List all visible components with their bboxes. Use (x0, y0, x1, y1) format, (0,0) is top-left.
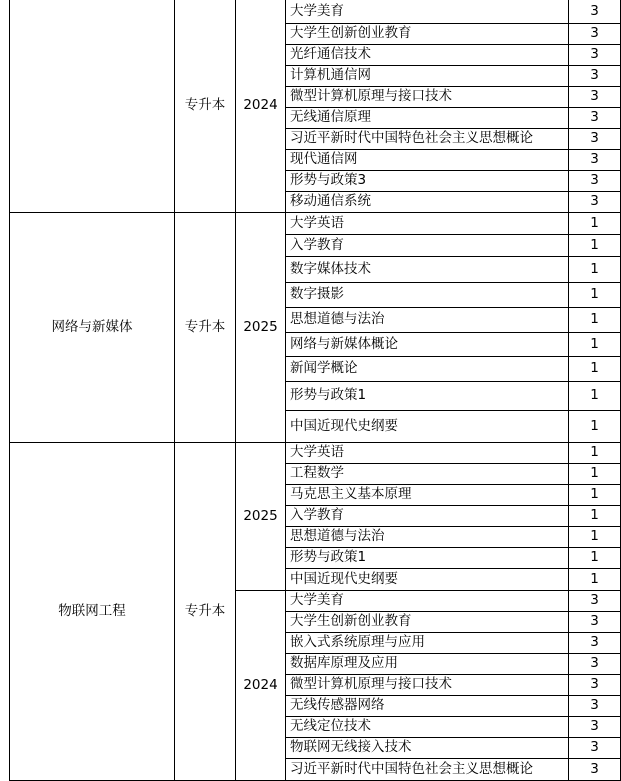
course-name: 计算机通信网 (290, 67, 371, 84)
row-line (285, 590, 621, 591)
course-credit: 1 (590, 444, 599, 461)
row-line (285, 653, 621, 654)
row-line (285, 44, 621, 45)
course-credit: 3 (590, 613, 599, 630)
course-credit: 3 (590, 655, 599, 672)
course-name: 工程数学 (290, 465, 344, 482)
course-name: 习近平新时代中国特色社会主义思想概论 (290, 130, 533, 147)
row-line (285, 381, 621, 382)
course-name: 形势与政策1 (290, 387, 367, 404)
row-line (285, 107, 621, 108)
course-name: 大学美育 (290, 2, 344, 19)
course-credit: 3 (590, 676, 599, 693)
row-line (285, 674, 621, 675)
row-line (285, 632, 621, 633)
course-name: 中国近现代史纲要 (290, 570, 398, 587)
course-name: 思想道德与法治 (290, 528, 385, 545)
course-name: 数字媒体技术 (290, 260, 371, 277)
course-credit: 3 (590, 172, 599, 189)
course-name: 习近平新时代中国特色社会主义思想概论 (290, 761, 533, 778)
course-name: 现代通信网 (290, 151, 358, 168)
course-credit: 3 (590, 46, 599, 63)
course-name: 大学美育 (290, 592, 344, 609)
row-line (285, 86, 621, 87)
row-line (285, 505, 621, 506)
row-line (285, 128, 621, 129)
row-line (285, 191, 621, 192)
course-credit: 1 (590, 549, 599, 566)
course-credit: 1 (590, 360, 599, 377)
course-credit: 3 (590, 109, 599, 126)
major-cell: 网络与新媒体 (51, 318, 133, 335)
course-credit: 1 (590, 214, 599, 231)
course-name: 大学生创新创业教育 (290, 25, 412, 42)
row-line (285, 611, 621, 612)
year-cell: 2025 (243, 507, 278, 524)
row-line (285, 170, 621, 171)
course-credit: 1 (590, 417, 599, 434)
course-credit: 1 (590, 311, 599, 328)
row-line (285, 332, 621, 333)
course-name: 大学生创新创业教育 (290, 613, 412, 630)
course-credit: 3 (590, 67, 599, 84)
course-credit: 1 (590, 486, 599, 503)
course-name: 入学教育 (290, 507, 344, 524)
course-credit: 1 (590, 507, 599, 524)
course-name: 光纤通信技术 (290, 46, 371, 63)
row-line (285, 442, 621, 443)
course-credit: 3 (590, 739, 599, 756)
level-cell: 专升本 (184, 318, 226, 335)
course-credit: 3 (590, 592, 599, 609)
course-credit: 1 (590, 286, 599, 303)
row-line (285, 526, 621, 527)
major-cell: 物联网工程 (58, 603, 126, 620)
course-credit: 1 (590, 528, 599, 545)
row-line (285, 282, 621, 283)
course-name: 大学英语 (290, 214, 344, 231)
row-line (285, 484, 621, 485)
course-name: 移动通信系统 (290, 193, 371, 210)
course-name: 大学英语 (290, 444, 344, 461)
row-line (285, 307, 621, 308)
course-name: 无线定位技术 (290, 718, 371, 735)
course-name: 无线通信原理 (290, 109, 371, 126)
course-name: 嵌入式系统原理与应用 (290, 634, 425, 651)
course-name: 形势与政策1 (290, 549, 367, 566)
course-credit: 1 (590, 465, 599, 482)
course-name: 新闻学概论 (290, 360, 358, 377)
course-credit: 3 (590, 634, 599, 651)
course-credit: 3 (590, 718, 599, 735)
course-credit: 3 (590, 151, 599, 168)
course-name: 网络与新媒体概论 (290, 335, 398, 352)
row-line (285, 23, 621, 24)
row-line (285, 547, 621, 548)
row-line (285, 256, 621, 257)
level-cell: 专升本 (184, 603, 226, 620)
row-line (285, 758, 621, 759)
row-line (285, 410, 621, 411)
row-line (285, 695, 621, 696)
course-credit: 1 (590, 260, 599, 277)
year-cell: 2024 (243, 97, 278, 114)
course-name: 微型计算机原理与接口技术 (290, 676, 452, 693)
course-credit: 3 (590, 88, 599, 105)
row-line (285, 356, 621, 357)
course-credit: 1 (590, 335, 599, 352)
course-credit: 3 (590, 2, 599, 19)
level-cell: 专升本 (184, 97, 226, 114)
year-cell: 2025 (243, 318, 278, 335)
course-name: 数字摄影 (290, 286, 344, 303)
row-line (285, 234, 621, 235)
course-name: 微型计算机原理与接口技术 (290, 88, 452, 105)
row-line (285, 737, 621, 738)
row-line (285, 149, 621, 150)
course-name: 思想道德与法治 (290, 311, 385, 328)
course-name: 中国近现代史纲要 (290, 417, 398, 434)
course-credit: 3 (590, 193, 599, 210)
course-name: 马克思主义基本原理 (290, 486, 412, 503)
course-name: 形势与政策3 (290, 172, 367, 189)
course-name: 数据库原理及应用 (290, 655, 398, 672)
year-cell: 2024 (243, 677, 278, 694)
course-name: 物联网无线接入技术 (290, 739, 412, 756)
row-line (285, 568, 621, 569)
row-line (285, 716, 621, 717)
course-credit: 3 (590, 25, 599, 42)
course-name: 入学教育 (290, 236, 344, 253)
row-line (285, 65, 621, 66)
course-credit: 3 (590, 697, 599, 714)
major-cell (10, 0, 174, 212)
row-line (285, 212, 621, 213)
course-name: 无线传感器网络 (290, 697, 385, 714)
course-credit: 1 (590, 236, 599, 253)
course-credit: 1 (590, 570, 599, 587)
course-credit: 1 (590, 387, 599, 404)
row-line (285, 463, 621, 464)
course-credit: 3 (590, 130, 599, 147)
course-credit: 3 (590, 761, 599, 778)
